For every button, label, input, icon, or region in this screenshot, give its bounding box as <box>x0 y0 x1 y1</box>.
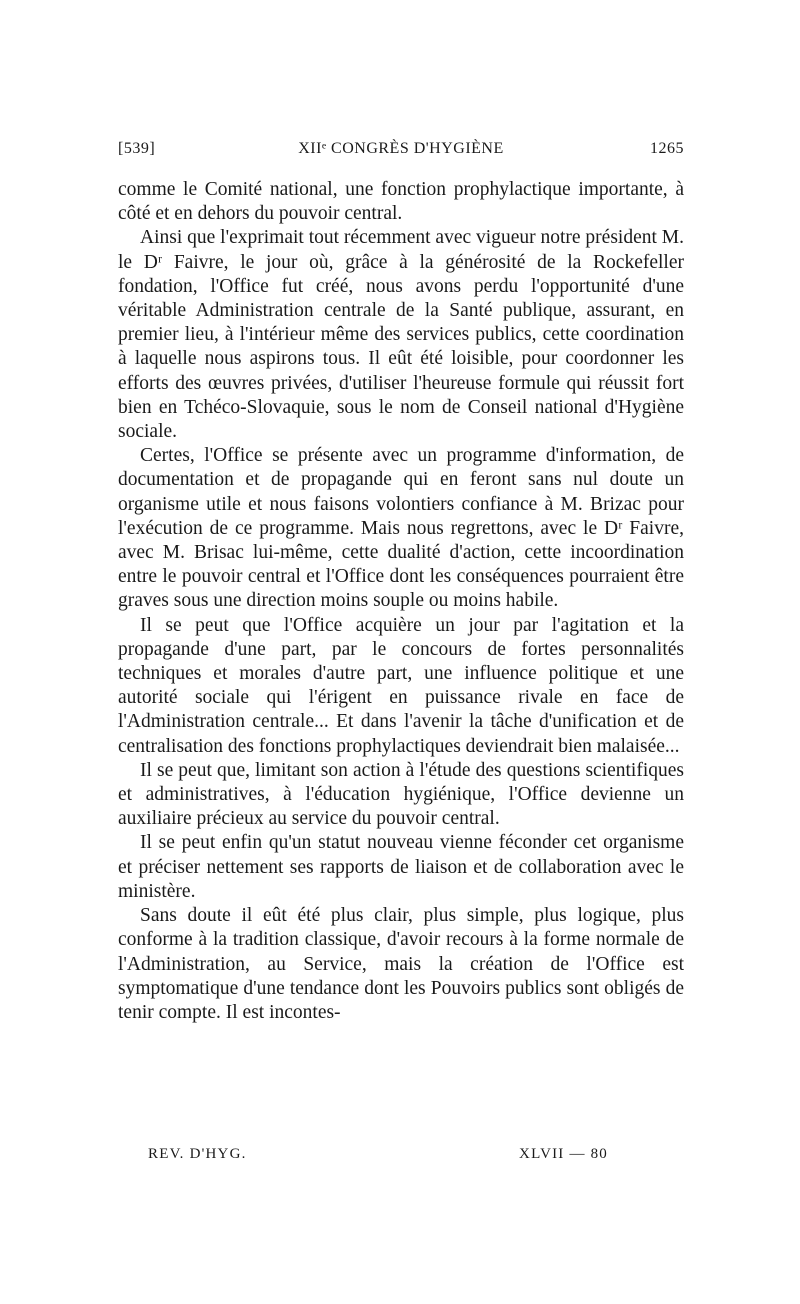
journal-abbreviation: REV. D'HYG. <box>148 1146 247 1162</box>
paragraph: Ainsi que l'exprimait tout récemment avec vigueur notre président M. le Dʳ Faivre, le jour où, grâce à la générosité de la Rockefeller fondation, l'Office fut créé, nous avons perdu l'opportunité d'une véritable Administration centrale de la Santé publique, assurant, en premier lieu, à l'intérieur même des services publics, cette coordination à laquelle nous aspirons tous. Il eût été loisible, pour coordonner les efforts des œuvres privées, d'utiliser l'heureuse formule qui réussit fort bien en Tchéco-Slovaquie, sous le nom de Conseil national d'Hygiène sociale. <box>118 227 684 443</box>
body-text <box>118 178 684 1025</box>
running-title: XIIᵉ CONGRÈS D'HYGIÈNE <box>298 140 504 157</box>
paragraph: comme le Comité national, une fonction prophylactique importante, à côté et en dehors du pouvoir central. <box>118 179 684 225</box>
paragraph: Il se peut enfin qu'un statut nouveau vienne féconder cet organisme et préciser nettement ses rapports de liaison et de collaboration avec le ministère. <box>118 832 684 902</box>
page-number: 1265 <box>650 140 684 157</box>
signature-mark: XLVII — 80 <box>519 1146 608 1162</box>
page-reference: [539] <box>118 140 156 157</box>
paragraph: Il se peut que l'Office acquière un jour par l'agitation et la propagande d'une part, par le concours de fortes personnalités techniques et morales d'autre part, une influence politique et une autorité sociale qui l'érigent en puissance rivale en face de l'Administration centrale... Et dans l'avenir la tâche d'unification et de centralisation des fonctions prophylactiques deviendrait bien malaisée... <box>118 614 684 757</box>
page-header <box>118 140 684 166</box>
page-footer <box>148 1146 608 1168</box>
paragraph: Certes, l'Office se présente avec un programme d'information, de documentation et de propagande qui en feront sans nul doute un organisme utile et nous faisons volontiers confiance à M. Brizac pour l'exécution de ce programme. Mais nous regrettons, avec le Dʳ Faivre, avec M. Brisac lui-même, cette dualité d'action, cette incoordination entre le pouvoir central et l'Office dont les conséquences pourraient être graves sous une direction moins souple ou moins habile. <box>118 445 684 612</box>
paragraph: Il se peut que, limitant son action à l'étude des questions scientifiques et administratives, à l'éducation hygiénique, l'Office devienne un auxiliaire précieux au service du pouvoir central. <box>118 759 684 830</box>
paragraph: Sans doute il eût été plus clair, plus simple, plus logique, plus conforme à la tradition classique, d'avoir recours à la forme normale de l'Administration, au Service, mais la création de l'Office est symptomatique d'une tendance dont les Pouvoirs publics sont obligés de tenir compte. Il est incontes- <box>118 905 684 1023</box>
